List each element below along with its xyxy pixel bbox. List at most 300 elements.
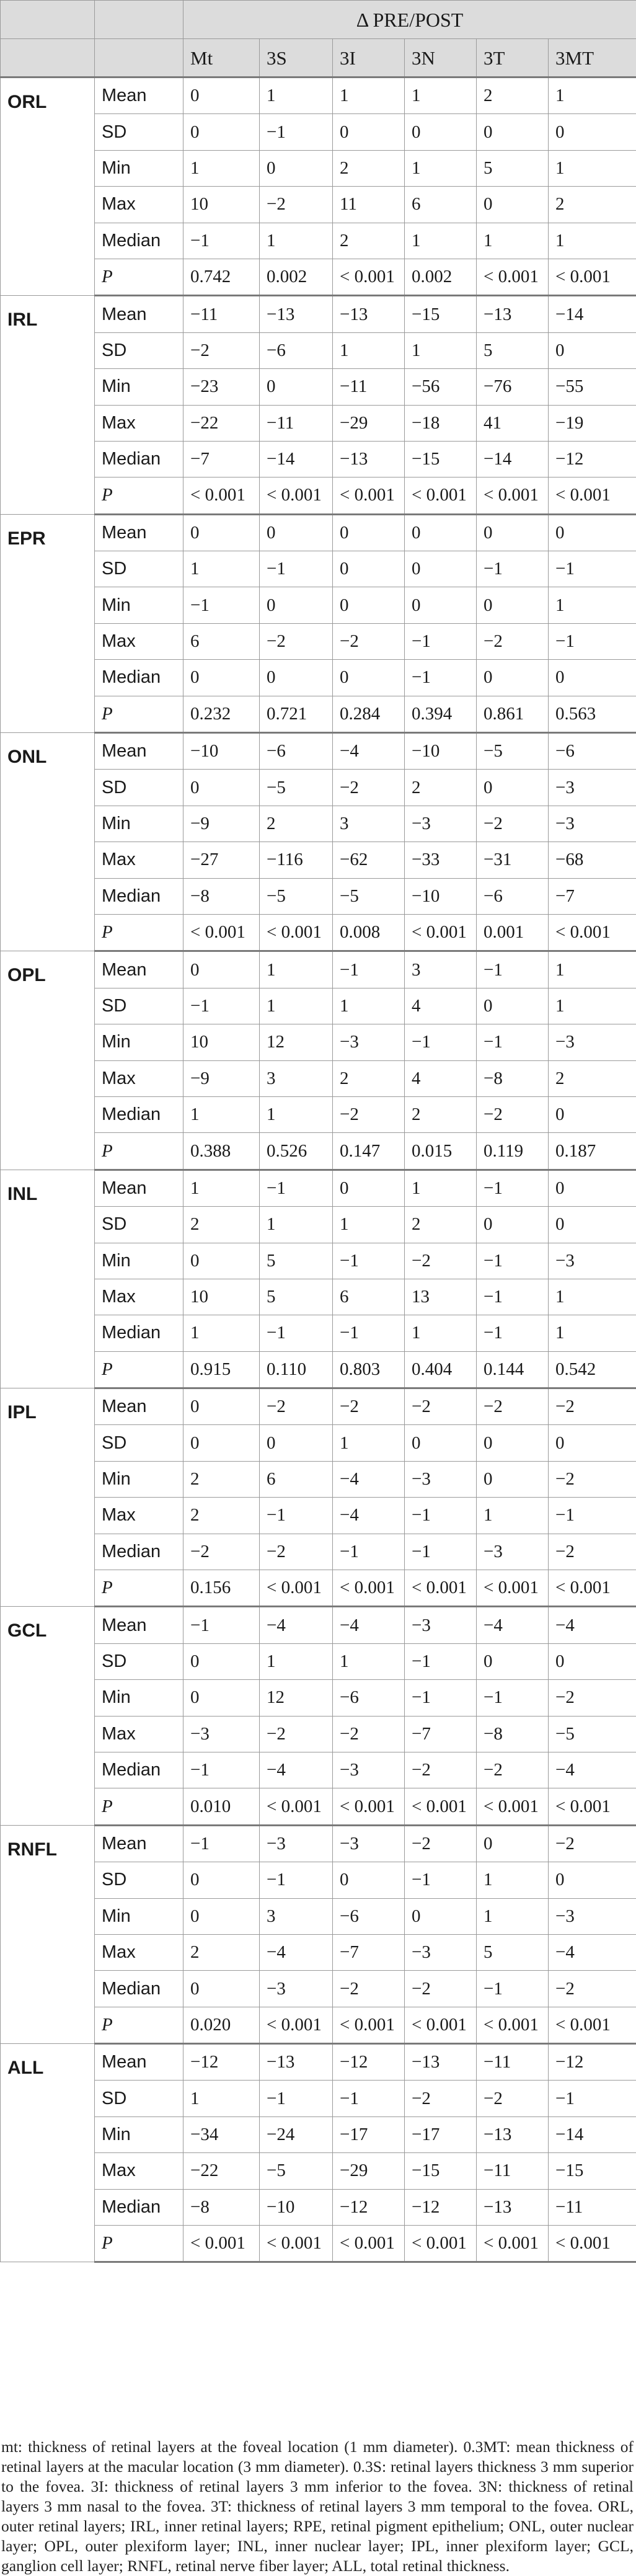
table-row xyxy=(1,2044,636,2081)
column-header-3mt: 3MT xyxy=(549,39,636,78)
value-cell: −8 xyxy=(183,2189,260,2225)
table-row xyxy=(1,1570,636,1607)
stat-label: Median xyxy=(95,223,183,259)
value-cell: −7 xyxy=(183,441,260,477)
table-row xyxy=(1,259,636,295)
layer-label: OPL xyxy=(1,951,95,1170)
stat-label: Mean xyxy=(95,1607,183,1643)
value-cell: −14 xyxy=(549,2116,636,2152)
table-row xyxy=(1,551,636,587)
value-cell: 0 xyxy=(549,1207,636,1243)
value-cell: −2 xyxy=(549,1971,636,2007)
value-cell: −2 xyxy=(405,1388,477,1425)
stat-label: SD xyxy=(95,114,183,150)
stat-label: Min xyxy=(95,369,183,405)
stat-label: P xyxy=(95,1133,183,1170)
value-cell: 3 xyxy=(260,1060,333,1096)
value-cell: 0 xyxy=(477,1643,549,1679)
value-cell: 1 xyxy=(477,223,549,259)
value-cell: 0 xyxy=(549,1170,636,1206)
value-cell: −2 xyxy=(477,1752,549,1788)
value-cell: 0 xyxy=(183,1680,260,1716)
value-cell: −4 xyxy=(260,1934,333,1970)
value-cell: −4 xyxy=(549,1607,636,1643)
table-row xyxy=(1,1534,636,1570)
value-cell: 2 xyxy=(183,1207,260,1243)
stat-label: Min xyxy=(95,1680,183,1716)
value-cell: 6 xyxy=(260,1461,333,1497)
value-cell: −3 xyxy=(549,1243,636,1279)
value-cell: −2 xyxy=(260,1388,333,1425)
value-cell: −17 xyxy=(333,2116,405,2152)
stat-label: Max xyxy=(95,623,183,659)
table-row xyxy=(1,878,636,914)
value-cell: −6 xyxy=(333,1680,405,1716)
value-cell: −12 xyxy=(549,441,636,477)
value-cell: −13 xyxy=(260,296,333,332)
value-cell: −13 xyxy=(405,2044,477,2081)
stat-label: Min xyxy=(95,587,183,623)
value-cell: −2 xyxy=(260,623,333,659)
value-cell: 1 xyxy=(549,587,636,623)
value-cell: 1 xyxy=(260,223,333,259)
value-cell: −4 xyxy=(260,1752,333,1788)
stat-label: SD xyxy=(95,1425,183,1461)
value-cell: 0 xyxy=(183,1425,260,1461)
value-cell: 1 xyxy=(549,78,636,114)
stat-label: SD xyxy=(95,2081,183,2116)
value-cell: −19 xyxy=(549,405,636,441)
value-cell: 0 xyxy=(260,660,333,696)
value-cell: 1 xyxy=(333,332,405,368)
table-row xyxy=(1,1607,636,1643)
value-cell: 0 xyxy=(183,1388,260,1425)
value-cell: < 0.001 xyxy=(477,2007,549,2043)
table-row xyxy=(1,1680,636,1716)
value-cell: < 0.001 xyxy=(477,259,549,295)
header-corner-cell xyxy=(95,1,183,39)
value-cell: 2 xyxy=(333,223,405,259)
stat-label: Max xyxy=(95,1498,183,1534)
value-cell: −3 xyxy=(405,1607,477,1643)
table-row xyxy=(1,78,636,114)
value-cell: −7 xyxy=(333,1934,405,1970)
value-cell: 0.542 xyxy=(549,1351,636,1388)
value-cell: −56 xyxy=(405,369,477,405)
value-cell: −14 xyxy=(477,441,549,477)
value-cell: 1 xyxy=(477,1862,549,1898)
value-cell: −2 xyxy=(260,187,333,223)
table-row xyxy=(1,733,636,770)
value-cell: −1 xyxy=(477,1243,549,1279)
value-cell: 3 xyxy=(260,1898,333,1934)
value-cell: 0.803 xyxy=(333,1351,405,1388)
table-row xyxy=(1,332,636,368)
value-cell: −5 xyxy=(333,878,405,914)
value-cell: 0 xyxy=(183,78,260,114)
value-cell: −1 xyxy=(183,587,260,623)
value-cell: < 0.001 xyxy=(333,2226,405,2262)
value-cell: −29 xyxy=(333,405,405,441)
value-cell: < 0.001 xyxy=(405,477,477,514)
value-cell: 2 xyxy=(549,1060,636,1096)
value-cell: 1 xyxy=(333,988,405,1024)
value-cell: −2 xyxy=(549,1388,636,1425)
column-header-3i: 3I xyxy=(333,39,405,78)
value-cell: < 0.001 xyxy=(477,2226,549,2262)
value-cell: 41 xyxy=(477,405,549,441)
value-cell: 0.563 xyxy=(549,696,636,732)
value-cell: < 0.001 xyxy=(333,1788,405,1825)
value-cell: −2 xyxy=(333,1388,405,1425)
value-cell: −2 xyxy=(405,1752,477,1788)
value-cell: −3 xyxy=(333,1825,405,1862)
value-cell: 0.388 xyxy=(183,1133,260,1170)
value-cell: 0 xyxy=(477,514,549,551)
value-cell: −11 xyxy=(549,2189,636,2225)
value-cell: −2 xyxy=(333,770,405,806)
value-cell: 0.144 xyxy=(477,1351,549,1388)
stat-label: P xyxy=(95,477,183,514)
stat-label: P xyxy=(95,2226,183,2262)
value-cell: 0 xyxy=(549,1643,636,1679)
value-cell: 0 xyxy=(477,1425,549,1461)
value-cell: −1 xyxy=(477,1315,549,1351)
value-cell: 0 xyxy=(549,514,636,551)
value-cell: 0 xyxy=(333,514,405,551)
value-cell: 2 xyxy=(405,1207,477,1243)
value-cell: 3 xyxy=(405,951,477,988)
value-cell: 1 xyxy=(405,1170,477,1206)
value-cell: −7 xyxy=(549,878,636,914)
value-cell: −1 xyxy=(333,2081,405,2116)
value-cell: 6 xyxy=(333,1279,405,1315)
value-cell: 0 xyxy=(260,150,333,186)
value-cell: −1 xyxy=(549,623,636,659)
value-cell: 2 xyxy=(405,1096,477,1132)
stat-label: SD xyxy=(95,988,183,1024)
stat-label: Min xyxy=(95,1243,183,1279)
value-cell: 0 xyxy=(260,587,333,623)
value-cell: 11 xyxy=(333,187,405,223)
value-cell: 0.020 xyxy=(183,2007,260,2043)
value-cell: 1 xyxy=(183,1170,260,1206)
stat-label: SD xyxy=(95,770,183,806)
value-cell: −15 xyxy=(405,441,477,477)
stat-label: Min xyxy=(95,1898,183,1934)
table-row xyxy=(1,187,636,223)
value-cell: −3 xyxy=(405,1934,477,1970)
value-cell: −1 xyxy=(549,2081,636,2116)
value-cell: 1 xyxy=(260,1207,333,1243)
value-cell: −6 xyxy=(549,733,636,770)
value-cell: 1 xyxy=(260,951,333,988)
value-cell: −1 xyxy=(183,223,260,259)
value-cell: 0.915 xyxy=(183,1351,260,1388)
value-cell: −6 xyxy=(260,332,333,368)
value-cell: < 0.001 xyxy=(183,914,260,951)
value-cell: −11 xyxy=(477,2044,549,2081)
value-cell: −11 xyxy=(260,405,333,441)
stat-label: Min xyxy=(95,1024,183,1060)
layer-label: ORL xyxy=(1,78,95,296)
value-cell: < 0.001 xyxy=(260,914,333,951)
value-cell: −3 xyxy=(405,806,477,842)
value-cell: 3 xyxy=(333,806,405,842)
value-cell: −3 xyxy=(549,1024,636,1060)
table-row xyxy=(1,2153,636,2189)
value-cell: −2 xyxy=(477,623,549,659)
stat-label: Max xyxy=(95,1934,183,1970)
value-cell: −3 xyxy=(549,806,636,842)
table-row xyxy=(1,587,636,623)
value-cell: 1 xyxy=(260,1643,333,1679)
value-cell: −34 xyxy=(183,2116,260,2152)
table-row xyxy=(1,1024,636,1060)
value-cell: −11 xyxy=(477,2153,549,2189)
layer-label: IPL xyxy=(1,1388,95,1607)
table-row xyxy=(1,223,636,259)
value-cell: −2 xyxy=(183,332,260,368)
stat-label: Median xyxy=(95,1315,183,1351)
stat-label: P xyxy=(95,1351,183,1388)
value-cell: −116 xyxy=(260,842,333,878)
stat-label: Max xyxy=(95,187,183,223)
value-cell: −1 xyxy=(260,114,333,150)
stat-label: Max xyxy=(95,842,183,878)
table-row xyxy=(1,1461,636,1497)
value-cell: 1 xyxy=(183,1315,260,1351)
value-cell: −12 xyxy=(333,2189,405,2225)
value-cell: −15 xyxy=(405,2153,477,2189)
value-cell: 0.861 xyxy=(477,696,549,732)
value-cell: 0 xyxy=(333,587,405,623)
table-row xyxy=(1,1425,636,1461)
value-cell: 1 xyxy=(333,1207,405,1243)
value-cell: < 0.001 xyxy=(183,2226,260,2262)
value-cell: −12 xyxy=(549,2044,636,2081)
value-cell: 0 xyxy=(549,660,636,696)
value-cell: −14 xyxy=(260,441,333,477)
value-cell: −3 xyxy=(260,1971,333,2007)
value-cell: −1 xyxy=(333,951,405,988)
table-row xyxy=(1,1862,636,1898)
layer-label: RNFL xyxy=(1,1825,95,2043)
table-row xyxy=(1,1643,636,1679)
stat-label: P xyxy=(95,914,183,951)
value-cell: −29 xyxy=(333,2153,405,2189)
value-cell: 13 xyxy=(405,1279,477,1315)
value-cell: −23 xyxy=(183,369,260,405)
table-row xyxy=(1,1351,636,1388)
value-cell: −68 xyxy=(549,842,636,878)
value-cell: −2 xyxy=(549,1680,636,1716)
table-row xyxy=(1,2007,636,2043)
value-cell: < 0.001 xyxy=(260,2007,333,2043)
value-cell: −4 xyxy=(549,1934,636,1970)
value-cell: 0 xyxy=(477,1207,549,1243)
value-cell: 0 xyxy=(183,1243,260,1279)
value-cell: < 0.001 xyxy=(549,477,636,514)
value-cell: 4 xyxy=(405,1060,477,1096)
value-cell: −3 xyxy=(260,1825,333,1862)
value-cell: −1 xyxy=(183,1607,260,1643)
table-footnote: mt: thickness of retinal layers at the foveal location (1 mm diameter). 0.3MT: mean thickness of retinal layers at the macular location (3 mm diameter). 0.3S: retinal layers thickness 3 mm superior to the fovea. 3I: thickness of retinal layers 3 mm inferior to the fovea. 3N: thickness of retinal layers 3 mm nasal to the fovea. 3T: thickness of retinal layers 3 mm temporal to the fovea. ORL, outer retinal layers; IRL, inner retinal layers; RPE, retinal pigment epithelium; ONL, outer nuclear layer; OPL, outer plexiform layer; INL, inner nuclear layer; IPL, inner plexiform layer; GCL, ganglion cell layer; RNFL, retinal nerve fiber layer; ALL, total retinal thickness. xyxy=(1,2437,634,2576)
value-cell: 1 xyxy=(549,951,636,988)
layer-label: GCL xyxy=(1,1607,95,1825)
value-cell: 1 xyxy=(183,1096,260,1132)
value-cell: −5 xyxy=(549,1716,636,1752)
value-cell: 1 xyxy=(477,1498,549,1534)
stat-label: Max xyxy=(95,2153,183,2189)
table-row xyxy=(1,1388,636,1425)
value-cell: −3 xyxy=(549,770,636,806)
value-cell: −2 xyxy=(405,2081,477,2116)
stat-label: P xyxy=(95,1788,183,1825)
value-cell: −3 xyxy=(405,1461,477,1497)
stat-label: Mean xyxy=(95,2044,183,2081)
stat-label: Mean xyxy=(95,733,183,770)
stat-label: Mean xyxy=(95,514,183,551)
value-cell: 0.526 xyxy=(260,1133,333,1170)
table-row xyxy=(1,1207,636,1243)
value-cell: −17 xyxy=(405,2116,477,2152)
table-row xyxy=(1,1716,636,1752)
value-cell: 0 xyxy=(549,1096,636,1132)
value-cell: < 0.001 xyxy=(183,477,260,514)
stat-label: Max xyxy=(95,1716,183,1752)
value-cell: −4 xyxy=(333,1607,405,1643)
table-row xyxy=(1,1133,636,1170)
layer-label: ONL xyxy=(1,733,95,951)
value-cell: −1 xyxy=(477,1170,549,1206)
table-row xyxy=(1,2116,636,2152)
value-cell: 1 xyxy=(333,1643,405,1679)
value-cell: −4 xyxy=(333,1498,405,1534)
value-cell: 0 xyxy=(183,514,260,551)
value-cell: 0.187 xyxy=(549,1133,636,1170)
stat-label: Min xyxy=(95,2116,183,2152)
value-cell: < 0.001 xyxy=(549,1788,636,1825)
value-cell: 0.015 xyxy=(405,1133,477,1170)
value-cell: −2 xyxy=(477,806,549,842)
value-cell: −14 xyxy=(549,296,636,332)
value-cell: 1 xyxy=(405,1315,477,1351)
table-row xyxy=(1,770,636,806)
layer-label: INL xyxy=(1,1170,95,1388)
value-cell: 0 xyxy=(549,114,636,150)
value-cell: 1 xyxy=(477,1898,549,1934)
value-cell: < 0.001 xyxy=(549,914,636,951)
value-cell: 2 xyxy=(183,1934,260,1970)
value-cell: 2 xyxy=(260,806,333,842)
value-cell: 0 xyxy=(405,114,477,150)
value-cell: < 0.001 xyxy=(260,1788,333,1825)
value-cell: −2 xyxy=(333,623,405,659)
table-row xyxy=(1,2081,636,2116)
value-cell: 0 xyxy=(477,770,549,806)
stat-label: Median xyxy=(95,2189,183,2225)
value-cell: < 0.001 xyxy=(405,914,477,951)
table-row xyxy=(1,1243,636,1279)
value-cell: 0 xyxy=(477,988,549,1024)
group-header: Δ PRE/POST xyxy=(183,1,636,39)
value-cell: −1 xyxy=(260,1170,333,1206)
table-row xyxy=(1,842,636,878)
stat-label: Median xyxy=(95,878,183,914)
value-cell: 0 xyxy=(405,1898,477,1934)
table-row xyxy=(1,405,636,441)
value-cell: 0.110 xyxy=(260,1351,333,1388)
stat-label: Median xyxy=(95,1752,183,1788)
value-cell: −3 xyxy=(333,1752,405,1788)
stat-label: Mean xyxy=(95,1388,183,1425)
stat-label: Max xyxy=(95,405,183,441)
value-cell: −1 xyxy=(260,1862,333,1898)
stat-label: Median xyxy=(95,1534,183,1570)
value-cell: −10 xyxy=(405,733,477,770)
value-cell: 0 xyxy=(333,1170,405,1206)
value-cell: 0 xyxy=(477,114,549,150)
value-cell: 1 xyxy=(260,78,333,114)
value-cell: −33 xyxy=(405,842,477,878)
value-cell: < 0.001 xyxy=(405,2007,477,2043)
value-cell: < 0.001 xyxy=(260,477,333,514)
value-cell: −2 xyxy=(549,1825,636,1862)
table-row xyxy=(1,514,636,551)
value-cell: < 0.001 xyxy=(405,1570,477,1607)
value-cell: −1 xyxy=(405,1862,477,1898)
value-cell: 4 xyxy=(405,988,477,1024)
value-cell: −13 xyxy=(333,296,405,332)
value-cell: 10 xyxy=(183,187,260,223)
table-row xyxy=(1,1096,636,1132)
stat-label: P xyxy=(95,1570,183,1607)
value-cell: −6 xyxy=(477,878,549,914)
value-cell: 0.002 xyxy=(405,259,477,295)
table-row xyxy=(1,2226,636,2262)
value-cell: −22 xyxy=(183,405,260,441)
value-cell: −1 xyxy=(333,1534,405,1570)
column-header-mt: Mt xyxy=(183,39,260,78)
value-cell: −1 xyxy=(183,1752,260,1788)
table-row xyxy=(1,1825,636,1862)
value-cell: −2 xyxy=(477,1388,549,1425)
value-cell: −62 xyxy=(333,842,405,878)
stat-label: Min xyxy=(95,1461,183,1497)
value-cell: −8 xyxy=(477,1060,549,1096)
value-cell: −9 xyxy=(183,1060,260,1096)
layer-label: ALL xyxy=(1,2044,95,2262)
header-corner-cell xyxy=(1,1,95,39)
layer-label: IRL xyxy=(1,296,95,514)
value-cell: −1 xyxy=(183,1825,260,1862)
value-cell: −2 xyxy=(183,1534,260,1570)
value-cell: 1 xyxy=(405,78,477,114)
value-cell: −2 xyxy=(333,1716,405,1752)
stat-label: Max xyxy=(95,1279,183,1315)
value-cell: −8 xyxy=(183,878,260,914)
value-cell: 2 xyxy=(477,78,549,114)
value-cell: 2 xyxy=(549,187,636,223)
value-cell: 1 xyxy=(260,1096,333,1132)
value-cell: 0.010 xyxy=(183,1788,260,1825)
value-cell: −76 xyxy=(477,369,549,405)
value-cell: 0 xyxy=(183,1971,260,2007)
column-header-3s: 3S xyxy=(260,39,333,78)
value-cell: −1 xyxy=(477,951,549,988)
value-cell: < 0.001 xyxy=(549,1570,636,1607)
